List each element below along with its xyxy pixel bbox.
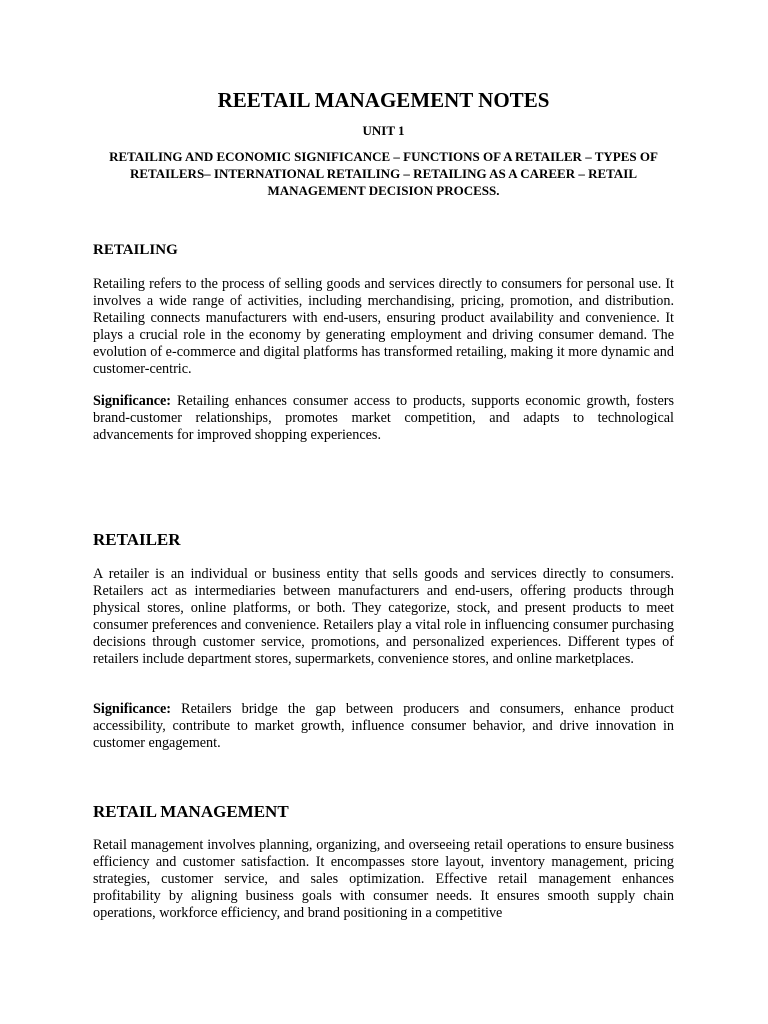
document-title: REETAIL MANAGEMENT NOTES <box>217 88 550 112</box>
unit-topics: RETAILING AND ECONOMIC SIGNIFICANCE – FUNCTIONS OF A RETAILER – TYPES OF RETAILERS– INTERNATIONAL RETAILING – RETAILING AS A CAREER – RETAIL MANAGEMENT DECISION PROCESS. <box>109 149 658 198</box>
significance-text: Retailing enhances consumer access to products, supports economic growth, fosters brand-customer relationships, promotes market competition, and adapts to technological advancements for improved shopping experiences. <box>93 393 674 443</box>
retailer-paragraph: A retailer is an individual or business entity that sells goods and services directly to consumers. Retailers act as intermediaries between manufacturers and end-users, offering products through physical stores, online platforms, or both. They categorize, stock, and present products to meet consumer preferences and convenience. Retailers play a vital role in influencing consumer purchasing decisions through customer service, promotions, and personalized experiences. Different types of retailers include department stores, supermarkets, convenience stores, and online marketplaces. <box>93 566 674 667</box>
retail-management-paragraph: Retail management involves planning, organizing, and overseeing retail operations to ensure business efficiency and customer satisfaction. It encompasses store layout, inventory management, pricing strategies, customer service, and sales optimization. Effective retail management enhances profitability by aligning business goals with consumer needs. It ensures smooth supply chain operations, workforce efficiency, and brand positioning in a competitive <box>93 837 674 921</box>
significance-label: Significance: <box>93 393 172 409</box>
retailing-significance <box>93 393 674 444</box>
section-heading-retailing: RETAILING <box>93 242 178 258</box>
significance-text: Retailers bridge the gap between producers and consumers, enhance product accessibility, contribute to market growth, influence consumer behavior, and drive innovation in customer engagement. <box>93 701 674 751</box>
unit-label: UNIT 1 <box>362 123 405 138</box>
significance-label: Significance: <box>93 701 172 717</box>
section-heading-retailer: RETAILER <box>93 530 181 549</box>
retailer-significance <box>93 701 674 752</box>
section-heading-retail-management: RETAIL MANAGEMENT <box>93 802 289 821</box>
retailing-paragraph: Retailing refers to the process of selling goods and services directly to consumers for personal use. It involves a wide range of activities, including merchandising, pricing, promotion, and distribution. Retailing connects manufacturers with end-users, ensuring product availability and convenience. It plays a crucial role in the economy by generating employment and driving consumer demand. The evolution of e-commerce and digital platforms has transformed retailing, making it more dynamic and customer-centric. <box>93 276 674 377</box>
